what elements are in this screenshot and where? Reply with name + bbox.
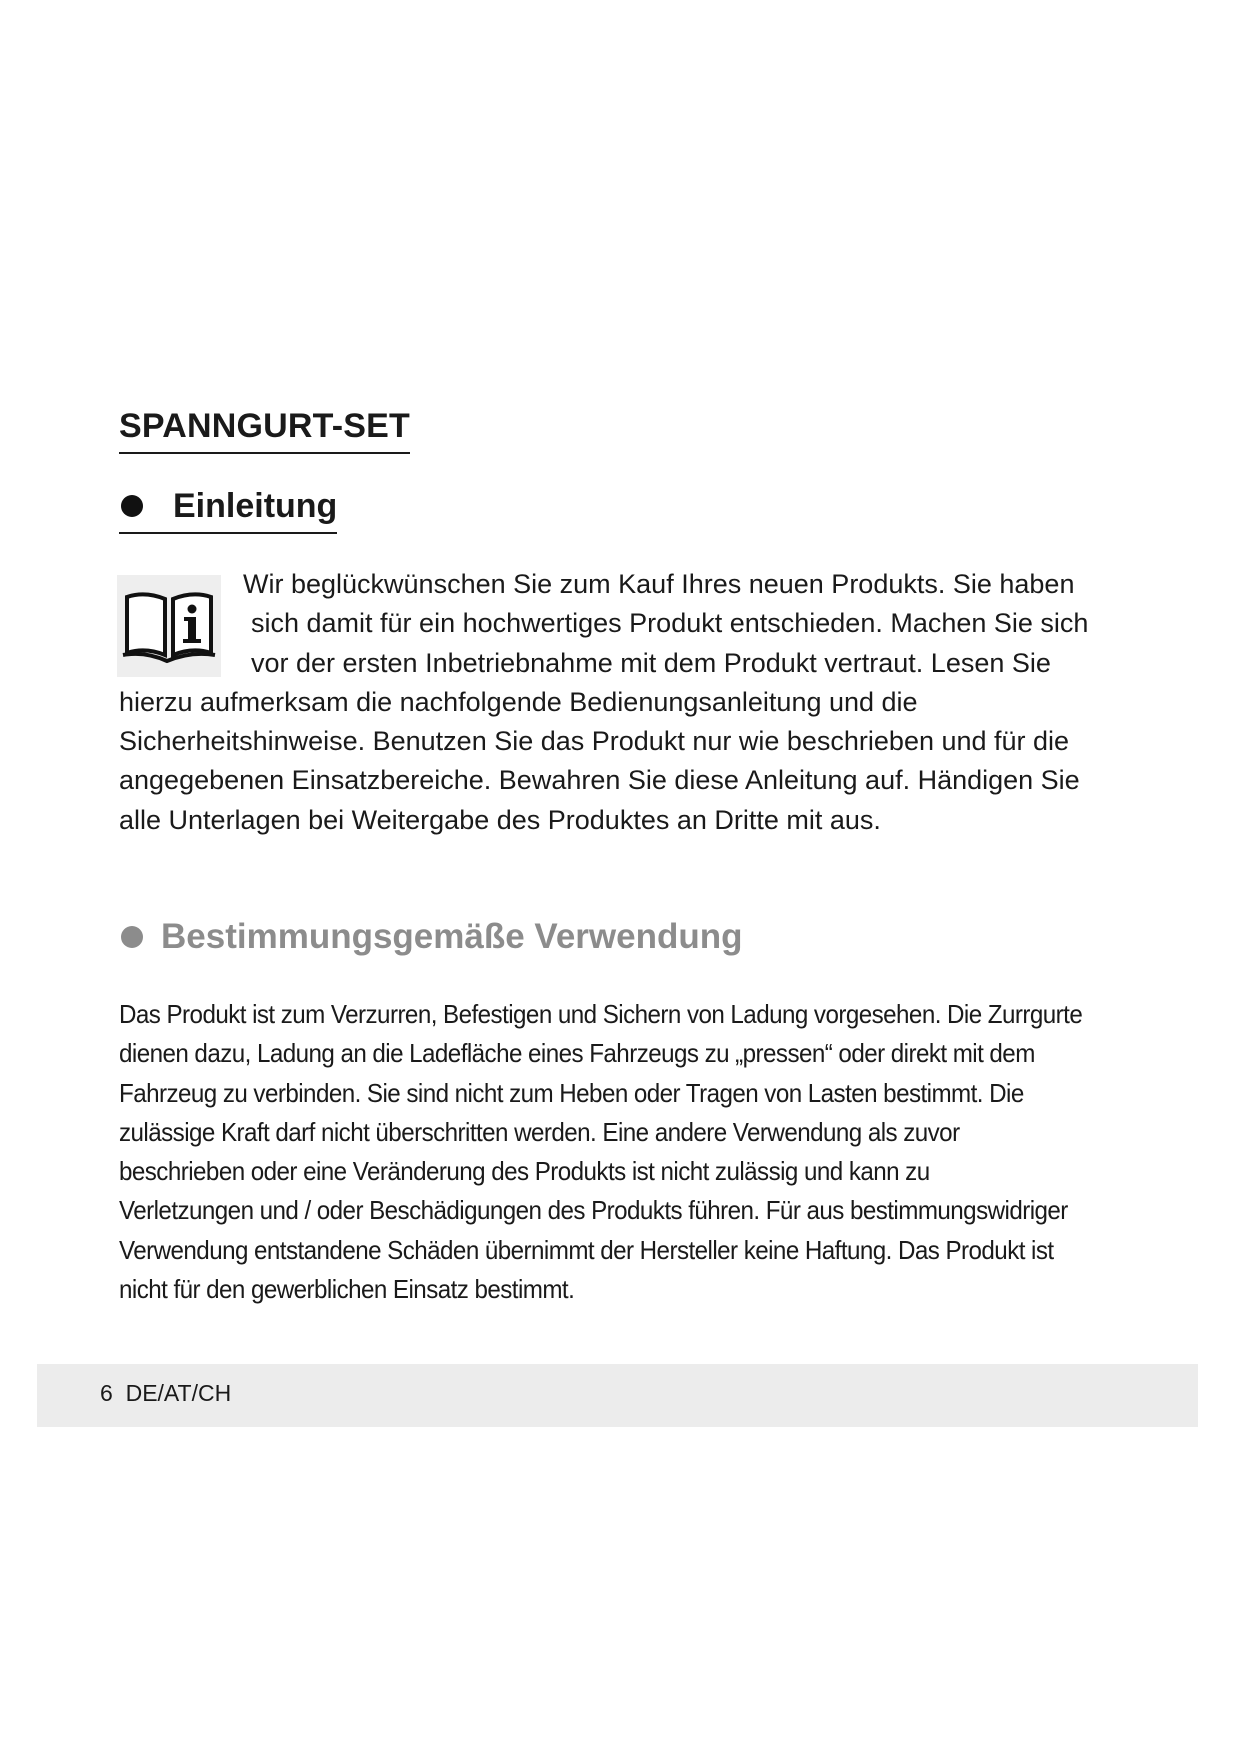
intro-line: angegebenen Einsatzbereiche. Bewahren Sie diese Anleitung auf. Händigen Sie (119, 765, 1080, 796)
use-line: Fahrzeug zu verbinden. Sie sind nicht zum Heben oder Tragen von Lasten bestimmt. Die (119, 1077, 1024, 1108)
intro-paragraph (119, 565, 1119, 840)
section-heading-verwendung (119, 914, 743, 960)
intro-line: alle Unterlagen bei Weitergabe des Produktes an Dritte mit aus. (119, 804, 881, 835)
use-line: Das Produkt ist zum Verzurren, Befestigen und Sichern von Ladung vorgesehen. Die Zurrgurte (119, 999, 1083, 1029)
use-line: zulässige Kraft darf nicht überschritten werden. Eine andere Verwendung als zuvor (119, 1116, 960, 1147)
section-heading-einleitung (119, 483, 337, 534)
use-line: beschrieben oder eine Veränderung des Produkts ist nicht zulässig und kann zu (119, 1156, 930, 1187)
use-line: Verwendung entstandene Schäden übernimmt der Hersteller keine Haftung. Das Produkt ist (119, 1234, 1054, 1265)
document-title: SPANNGURT-SET (119, 404, 410, 454)
region-label: DE/AT/CH (125, 1380, 232, 1406)
page-number: 6 (100, 1380, 113, 1406)
use-line: nicht für den gewerblichen Einsatz bestimmt. (119, 1274, 575, 1305)
intro-line: Sicherheitshinweise. Benutzen Sie das Produkt nur wie beschrieben und für die (119, 726, 1070, 757)
page-footer (37, 1364, 1198, 1427)
footer-label (100, 1378, 231, 1408)
bullet-icon (121, 926, 143, 948)
intro-line: vor der ersten Inbetriebnahme mit dem Produkt vertraut. Lesen Sie (251, 647, 1051, 678)
bullet-icon (121, 495, 143, 517)
section-heading-label: Einleitung (173, 487, 338, 525)
intro-line: Wir beglückwünschen Sie zum Kauf Ihres neuen Produkts. Sie haben (243, 569, 1075, 599)
use-line: dienen dazu, Ladung an die Ladefläche eines Fahrzeugs zu „pressen“ oder direkt mit dem (119, 1038, 1035, 1069)
use-line: Verletzungen und / oder Beschädigungen des Produkts führen. Für aus bestimmungswidriger (119, 1195, 1068, 1226)
intended-use-paragraph (119, 995, 1083, 1309)
intro-line: hierzu aufmerksam die nachfolgende Bedienungsanleitung und die (119, 686, 918, 717)
section-heading-label: Bestimmungsgemäße Verwendung (161, 917, 743, 956)
intro-line: sich damit für ein hochwertiges Produkt entschieden. Machen Sie sich (251, 608, 1089, 639)
